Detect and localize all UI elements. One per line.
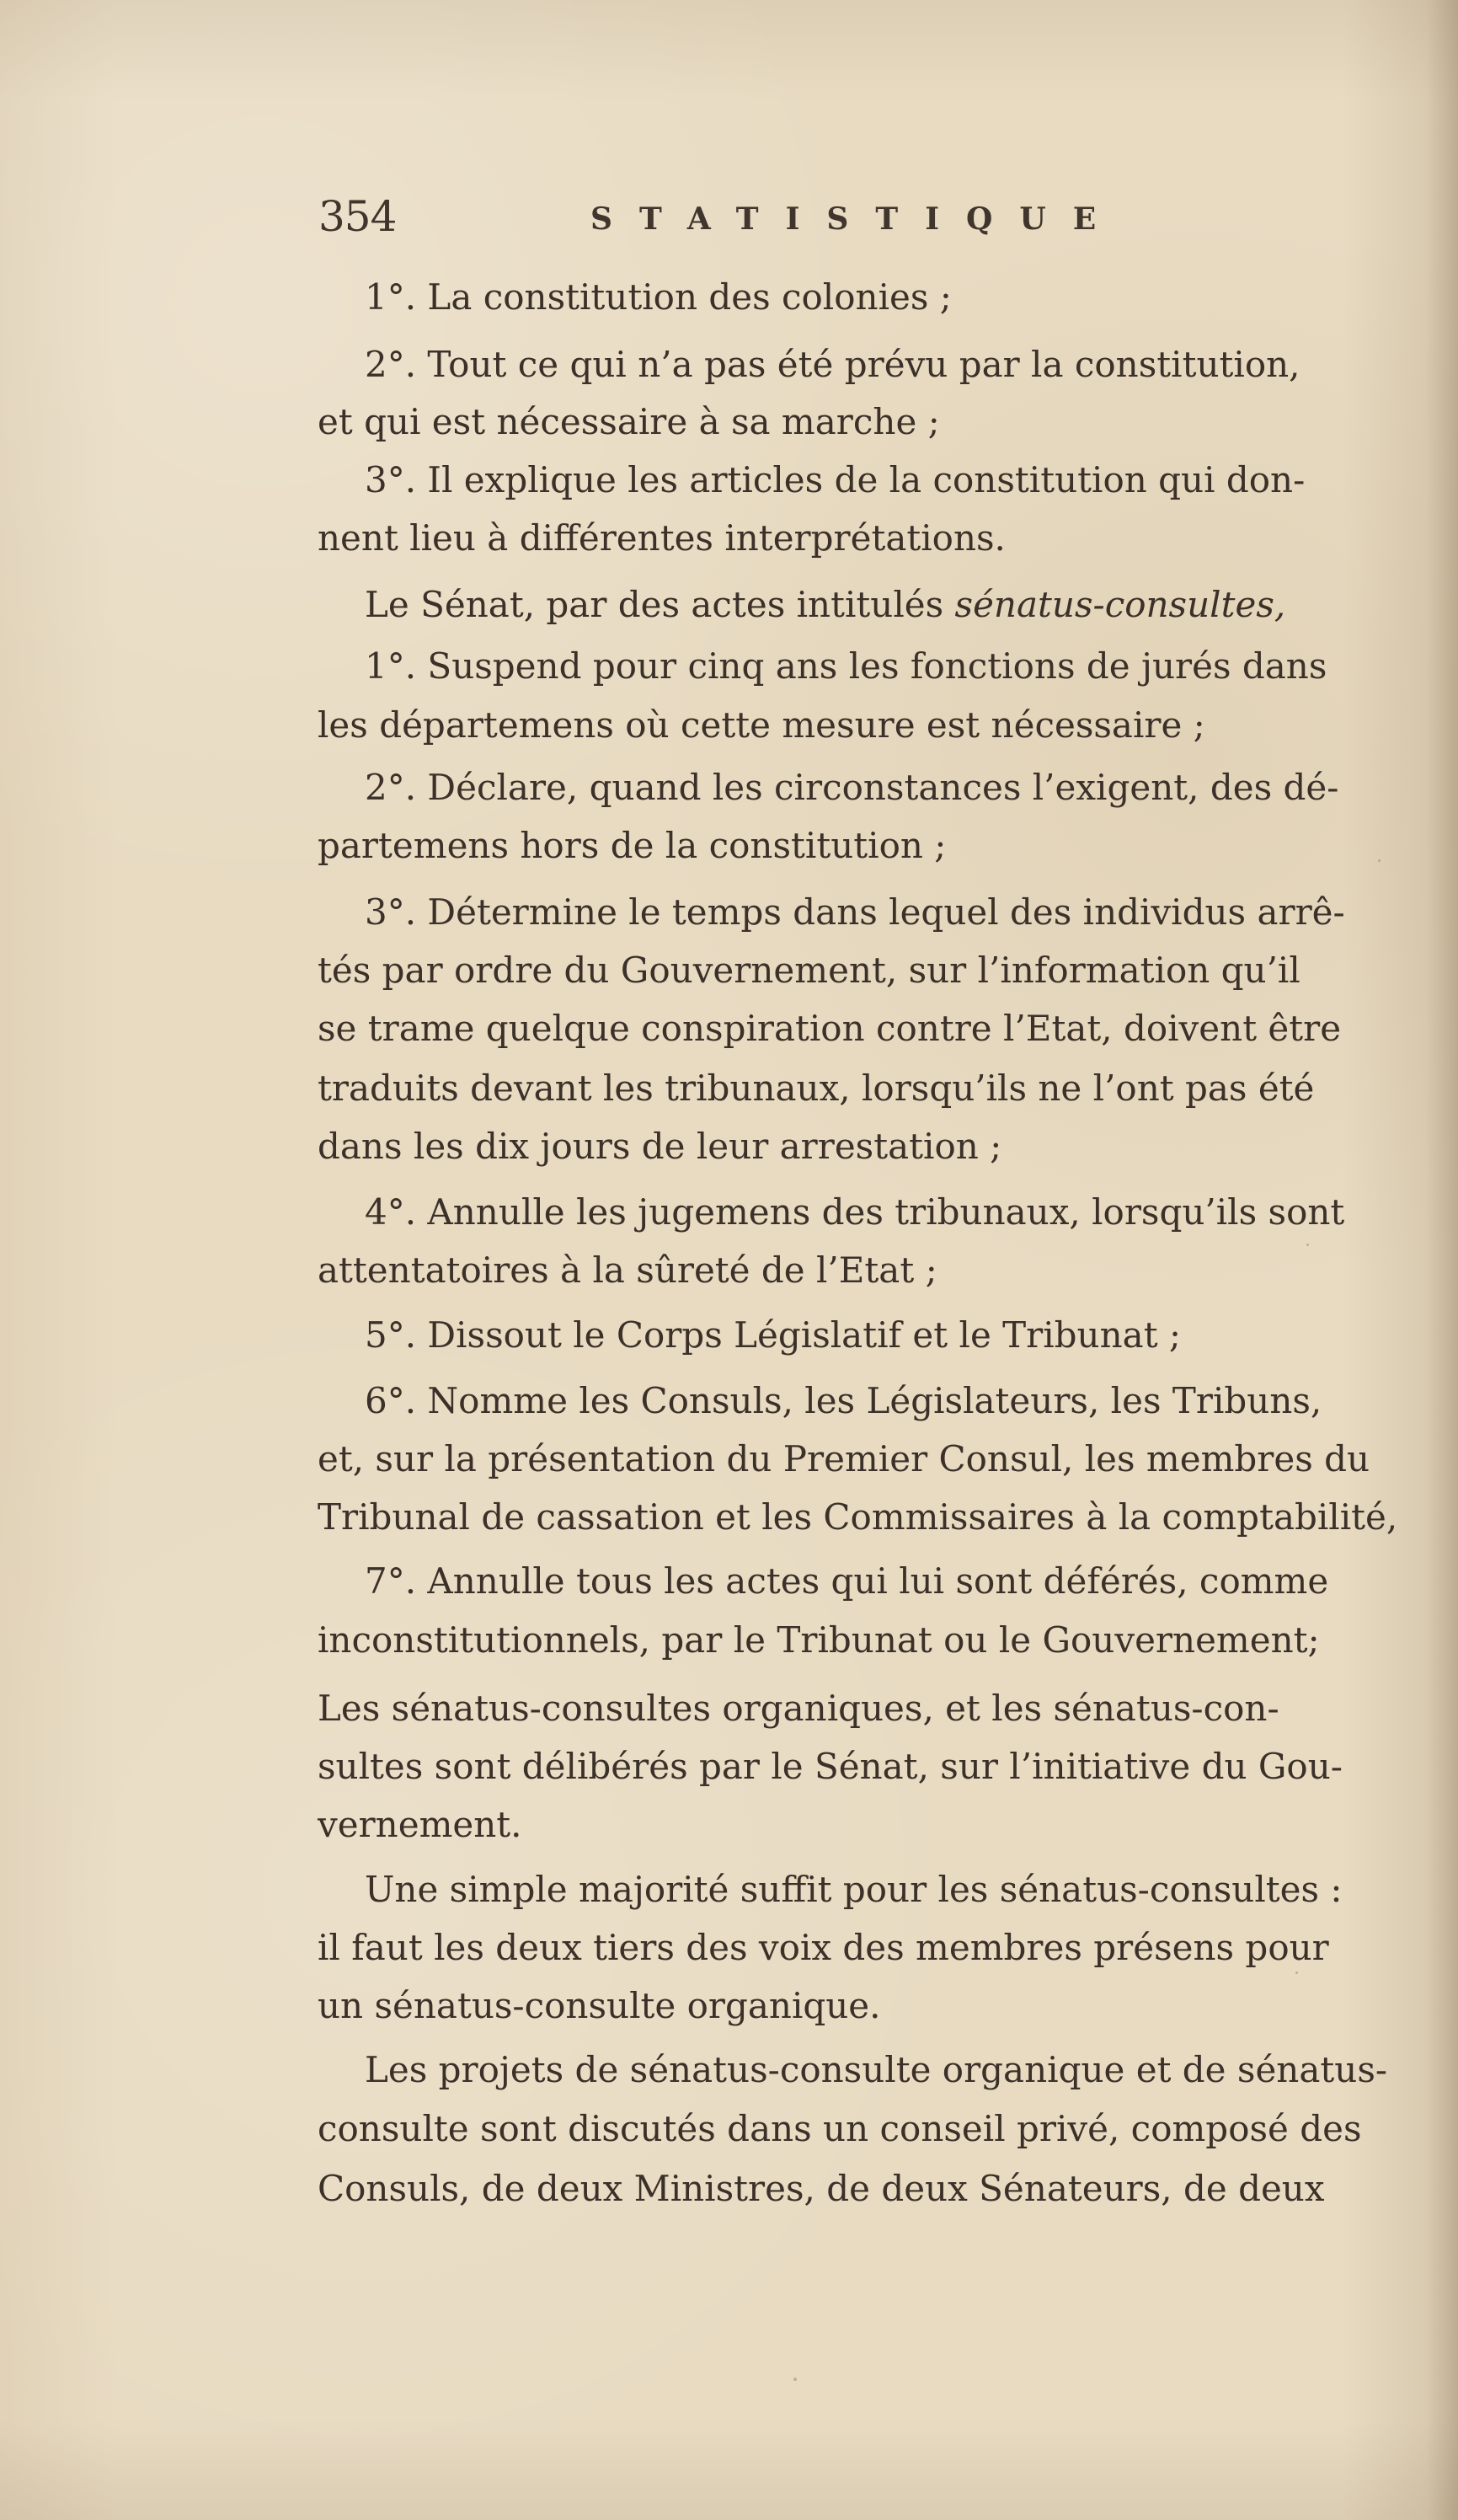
paper-speck — [1295, 1972, 1298, 1974]
text-line: 2°. Déclare, quand les circonstances l’exigent, des dé- — [365, 767, 1339, 808]
text-line: attentatoires à la sûreté de l’Etat ; — [318, 1249, 937, 1291]
text-line: Une simple majorité suffit pour les sénatus-consultes : — [365, 1869, 1343, 1910]
text-line: 3°. Détermine le temps dans lequel des individus arrê- — [365, 891, 1345, 933]
text-line: se trame quelque conspiration contre l’Etat, doivent être — [318, 1008, 1342, 1049]
text-line: il faut les deux tiers des voix des membres présens pour — [318, 1927, 1329, 1968]
text-line: Les projets de sénatus-consulte organique et de sénatus- — [365, 2049, 1388, 2090]
text-line: un sénatus-consulte organique. — [318, 1985, 881, 2026]
text-line: tés par ordre du Gouvernement, sur l’information qu’il — [318, 950, 1300, 991]
text-line: et qui est nécessaire à sa marche ; — [318, 401, 940, 442]
text-line: 2°. Tout ce qui n’a pas été prévu par la constitution, — [365, 344, 1300, 385]
text-segment: Le Sénat, par des actes intitulés — [365, 584, 944, 625]
text-line: les départemens où cette mesure est nécessaire ; — [318, 704, 1205, 746]
text-line: vernement. — [318, 1804, 522, 1845]
text-line: 3°. Il explique les articles de la constitution qui don- — [365, 459, 1306, 500]
text-line: et, sur la présentation du Premier Consul, les membres du — [318, 1438, 1370, 1479]
text-line — [365, 584, 1404, 625]
text-line: 1°. La constitution des colonies ; — [365, 276, 952, 318]
text-line: 1°. Suspend pour cinq ans les fonctions de jurés dans — [365, 645, 1327, 687]
page-header — [318, 190, 1144, 249]
text-line: consulte sont discutés dans un conseil privé, composé des — [318, 2108, 1362, 2149]
running-head: STATISTIQUE — [590, 201, 1124, 237]
text-line: 5°. Dissout le Corps Législatif et le Tribunat ; — [365, 1314, 1182, 1356]
text-line: inconstitutionnels, par le Tribunat ou le Gouvernement; — [318, 1619, 1320, 1661]
text-line: 4°. Annulle les jugemens des tribunaux, lorsqu’ils sont — [365, 1191, 1345, 1233]
text-line: Tribunal de cassation et les Commissaires à la comptabilité, — [318, 1496, 1398, 1538]
text-line: nent lieu à différentes interprétations. — [318, 517, 1006, 559]
text-line: 6°. Nomme les Consuls, les Législateurs, les Tribuns, — [365, 1380, 1322, 1421]
text-line: traduits devant les tribunaux, lorsqu’ils ne l’ont pas été — [318, 1067, 1315, 1109]
paper-speck — [1306, 1244, 1309, 1246]
page-edge-shadow — [1426, 0, 1458, 2520]
text-line: dans les dix jours de leur arrestation ; — [318, 1126, 1002, 1167]
paper-speck — [793, 2378, 797, 2381]
text-line: sultes sont délibérés par le Sénat, sur l’initiative du Gou- — [318, 1746, 1343, 1787]
text-line: partemens hors de la constitution ; — [318, 825, 947, 866]
page-number: 354 — [318, 192, 397, 241]
text-line: 7°. Annulle tous les actes qui lui sont déférés, comme — [365, 1560, 1329, 1602]
italic-term: sénatus-consultes, — [954, 584, 1286, 625]
text-line: Les sénatus-consultes organiques, et les sénatus-con- — [318, 1688, 1279, 1729]
text-line: Consuls, de deux Ministres, de deux Sénateurs, de deux — [318, 2168, 1325, 2209]
